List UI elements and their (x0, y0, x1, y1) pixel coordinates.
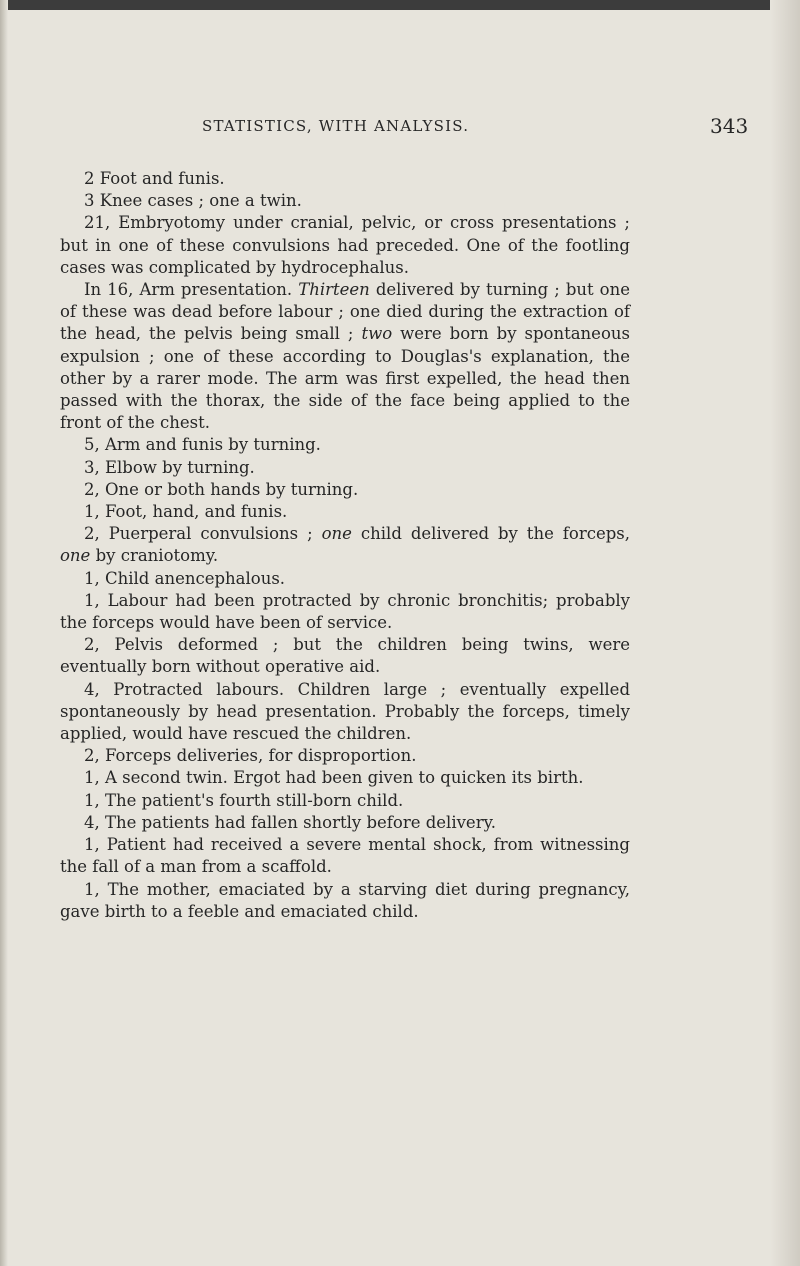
paragraph-text: by craniotomy. (90, 546, 219, 566)
paragraph: 1, A second twin. Ergot had been given to quicken its birth. (84, 768, 584, 788)
paragraph: 1, Foot, hand, and funis. (84, 502, 288, 522)
emphasis: Thirteen (298, 280, 370, 300)
paragraph-text: child delivered by the forceps, (351, 524, 630, 544)
paragraph-text: 2, Puerperal convulsions ; (84, 524, 322, 544)
paragraph: 1, Child anencephalous. (84, 568, 286, 588)
paragraph: 1, Patient had received a severe mental shock, from witnessing the fall of a man from a scaffold. (60, 835, 630, 877)
page-number: 343 (710, 114, 749, 138)
running-title: STATISTICS, WITH ANALYSIS. (202, 117, 470, 135)
paragraph: 21, Embryotomy under cranial, pelvic, or cross presentations ; but in one of these convulsions had preceded. One of the footling cases was complicated by hydrocephalus. (60, 213, 630, 277)
emphasis: two (361, 324, 393, 344)
emphasis: one (60, 546, 91, 566)
paragraph: 2, Forceps deliveries, for disproportion. (84, 746, 417, 766)
paragraph: 4, Protracted labours. Children large ; eventually expelled spontaneously by head presentation. Probably the forceps, timely applied, would have rescued the children. (60, 679, 630, 744)
paragraph-text: In 16, Arm presentation. (84, 280, 299, 300)
paragraph: 2, Pelvis deformed ; but the children being twins, were eventually born without operative aid. (60, 635, 630, 677)
emphasis: one (321, 524, 352, 544)
paragraph: 5, Arm and funis by turning. (84, 435, 321, 455)
paragraph: 2, One or both hands by turning. (84, 479, 359, 499)
paragraph: 3 Knee cases ; one a twin. (84, 191, 302, 211)
paragraph: 3, Elbow by turning. (84, 457, 255, 477)
paragraph: 1, Labour had been protracted by chronic bronchitis; probably the forceps would have been of service. (60, 590, 630, 633)
body-text (60, 168, 630, 923)
paragraph (60, 279, 630, 434)
paragraph (60, 523, 630, 567)
paragraph: 1, The patient's fourth still-born child. (84, 790, 404, 810)
paragraph-text: were born by spontaneous expulsion ; one of these according to Douglas's explanation, the other by a rarer mode. The arm was first expelled, the head then passed with the thorax, the side of the face being applied to the front of the chest. (60, 324, 630, 433)
paragraph: 4, The patients had fallen shortly before delivery. (84, 812, 496, 832)
page-header (0, 114, 800, 141)
paragraph: 1, The mother, emaciated by a starving diet during pregnancy, gave birth to a feeble and emaciated child. (60, 879, 630, 921)
paragraph-text: delivered by turning ; but one of these was dead before labour ; one died during the extraction of the head, the pelvis being small ; (60, 280, 630, 344)
paragraph: 2 Foot and funis. (84, 169, 225, 188)
